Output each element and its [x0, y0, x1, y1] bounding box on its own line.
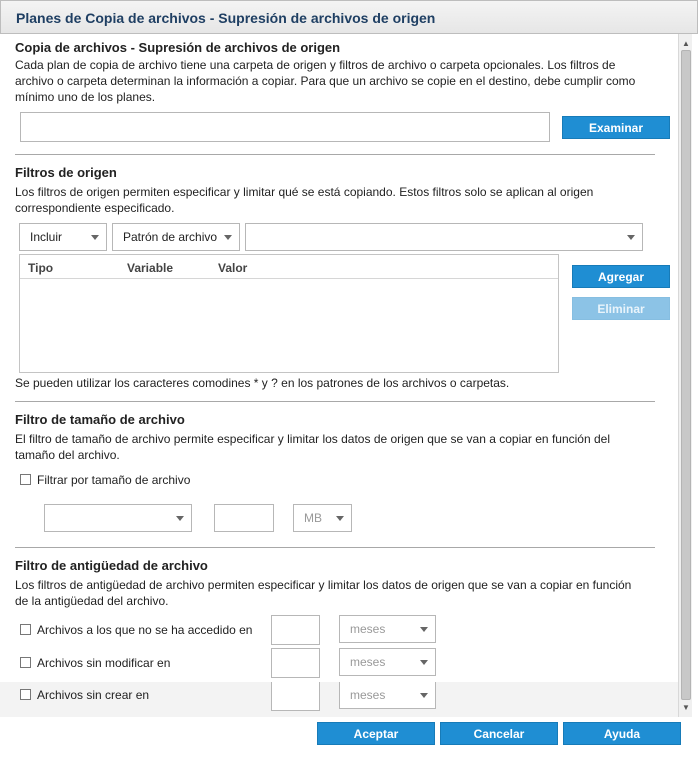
age-desc-line: Los filtros de antigüedad de archivo permiten especificar y limitar los datos de origen que se van a copiar en función	[15, 578, 632, 592]
not-created-value-input[interactable]	[271, 682, 320, 711]
size-condition-select[interactable]	[44, 504, 192, 532]
source-filters-heading: Filtros de origen	[15, 165, 117, 180]
not-created-unit-value: meses	[350, 688, 386, 702]
source-filters-description	[15, 184, 593, 216]
filter-by-size-label: Filtrar por tamaño de archivo	[37, 473, 191, 487]
chevron-down-icon	[627, 235, 635, 240]
cancel-button[interactable]: Cancelar	[440, 722, 558, 745]
dialog-footer	[0, 717, 698, 757]
filters-table[interactable]	[19, 254, 559, 373]
size-filter-heading: Filtro de tamaño de archivo	[15, 412, 185, 427]
size-desc-line: tamaño del archivo.	[15, 448, 120, 462]
dialog-title: Planes de Copia de archivos - Supresión de archivos de origen	[16, 10, 436, 26]
size-value-input[interactable]	[214, 504, 274, 532]
not-created-unit-select[interactable]	[339, 682, 436, 709]
size-unit-select-value: MB	[304, 511, 322, 525]
chevron-down-icon	[91, 235, 99, 240]
source-desc-line: Los filtros de origen permiten especificar y limitar qué se está copiando. Estos filtros solo se aplican al origen	[15, 185, 594, 199]
not-modified-label: Archivos sin modificar en	[37, 656, 171, 670]
size-unit-select[interactable]	[293, 504, 352, 532]
not-accessed-checkbox[interactable]	[20, 624, 31, 635]
section-divider	[15, 154, 655, 155]
dialog-titlebar	[0, 0, 698, 34]
not-accessed-unit-value: meses	[350, 622, 386, 636]
not-accessed-unit-select[interactable]	[339, 615, 436, 643]
not-created-checkbox[interactable]	[20, 689, 31, 700]
chevron-down-icon	[420, 693, 428, 698]
column-header-variable: Variable	[127, 261, 174, 275]
copy-desc-line: archivo o carpeta determinan la información a copiar. Para que un archivo se copie en el destino, debe cumplir como	[15, 74, 636, 88]
not-created-label: Archivos sin crear en	[37, 688, 150, 702]
filter-by-size-checkbox[interactable]	[20, 474, 31, 485]
include-select-value: Incluir	[30, 230, 63, 244]
include-exclude-select[interactable]	[19, 223, 107, 251]
filter-type-select[interactable]	[112, 223, 240, 251]
filter-type-select-value: Patrón de archivo	[123, 230, 218, 244]
browse-button[interactable]: Examinar	[562, 116, 670, 139]
filter-value-select[interactable]	[245, 223, 643, 251]
chevron-down-icon	[336, 516, 344, 521]
not-accessed-value-input[interactable]	[271, 615, 320, 645]
size-desc-line: El filtro de tamaño de archivo permite especificar y limitar los datos de origen que se van a copiar en función del	[15, 432, 610, 446]
not-modified-unit-value: meses	[350, 655, 386, 669]
source-folder-input[interactable]	[20, 112, 550, 142]
column-header-type: Tipo	[28, 261, 54, 275]
help-button[interactable]: Ayuda	[563, 722, 681, 745]
dialog-content	[0, 34, 678, 682]
scroll-up-icon[interactable]: ▲	[682, 39, 690, 48]
copy-desc-line: Cada plan de copia de archivo tiene una carpeta de origen y filtros de archivo o carpeta opcionales. Los filtros de	[15, 58, 616, 72]
column-header-value: Valor	[218, 261, 248, 275]
ok-button[interactable]: Aceptar	[317, 722, 435, 745]
section-divider	[15, 547, 655, 548]
scroll-down-icon[interactable]: ▼	[682, 703, 690, 712]
vertical-scrollbar[interactable]	[678, 34, 692, 717]
chevron-down-icon	[420, 660, 428, 665]
source-desc-line: correspondiente especificado.	[15, 201, 175, 215]
not-accessed-label: Archivos a los que no se ha accedido en	[37, 623, 253, 637]
chevron-down-icon	[420, 627, 428, 632]
wildcard-hint: Se pueden utilizar los caracteres comodines * y ? en los patrones de los archivos o carpetas.	[15, 376, 510, 390]
section-divider	[15, 401, 655, 402]
age-filter-heading: Filtro de antigüedad de archivo	[15, 558, 208, 573]
scrollbar-thumb[interactable]	[681, 50, 691, 700]
add-filter-button[interactable]: Agregar	[572, 265, 670, 288]
chevron-down-icon	[224, 235, 232, 240]
dialog-content-overflow	[0, 682, 678, 717]
not-modified-checkbox[interactable]	[20, 657, 31, 668]
filters-table-header	[20, 255, 558, 279]
not-modified-value-input[interactable]	[271, 648, 320, 678]
copy-section-description	[15, 57, 635, 105]
copy-desc-line: mínimo uno de los planes.	[15, 90, 156, 104]
copy-section-heading: Copia de archivos - Supresión de archivos de origen	[15, 40, 341, 55]
age-filter-description	[15, 577, 631, 609]
not-modified-unit-select[interactable]	[339, 648, 436, 676]
chevron-down-icon	[176, 516, 184, 521]
size-filter-description	[15, 431, 610, 463]
age-desc-line: de la antigüedad del archivo.	[15, 594, 169, 608]
remove-filter-button[interactable]: Eliminar	[572, 297, 670, 320]
